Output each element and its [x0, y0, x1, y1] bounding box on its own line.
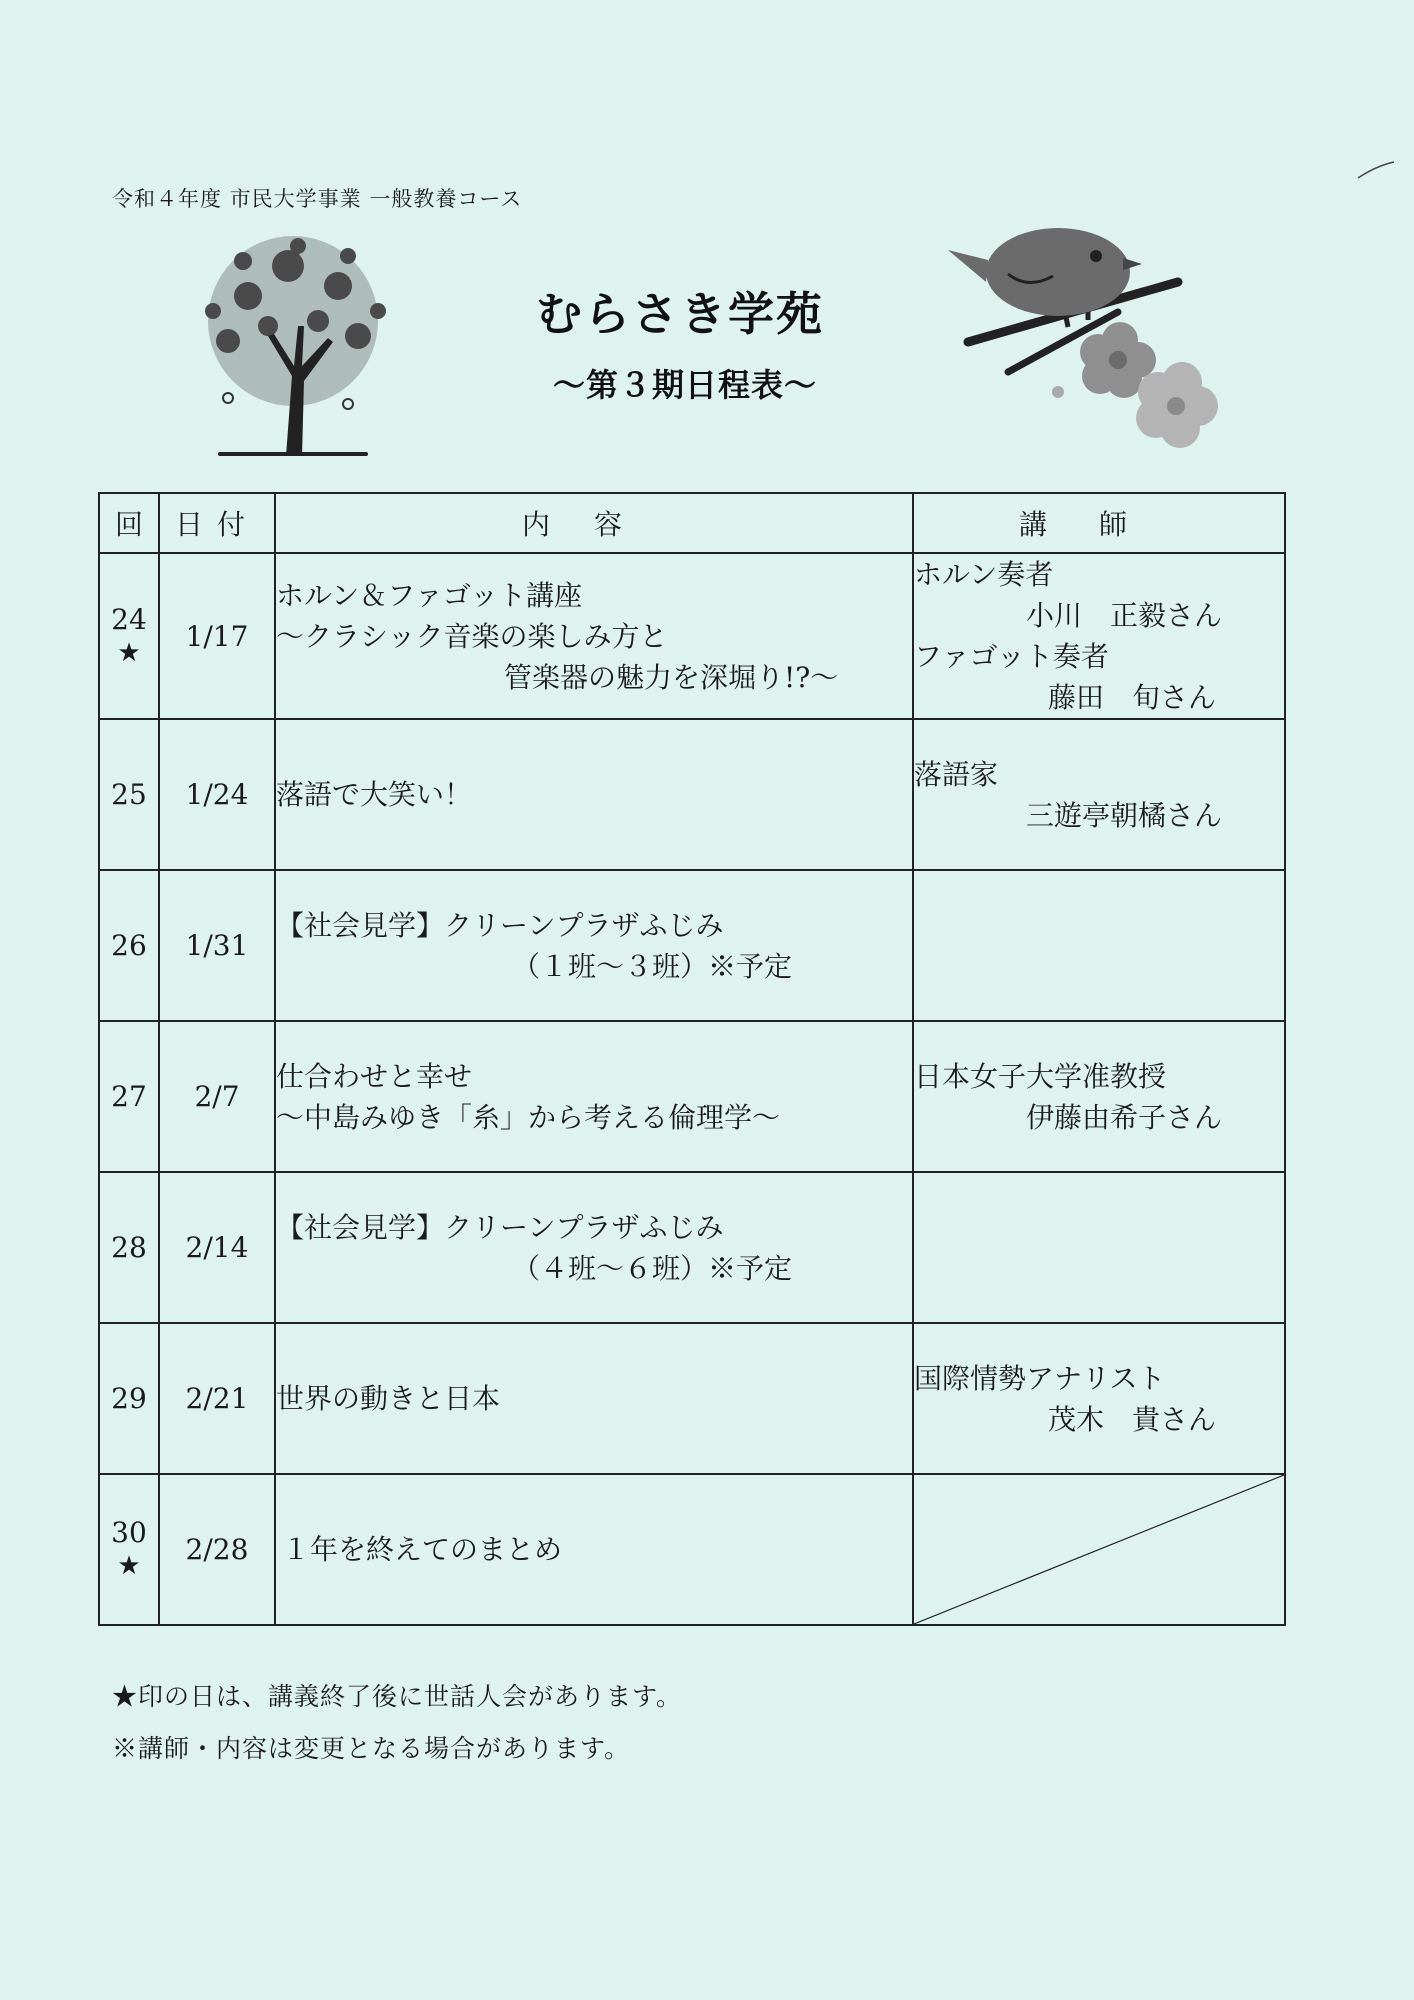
- session-content: ホルン＆ファゴット講座 ～クラシック音楽の楽しみ方と 管楽器の魅力を深堀り!?～: [275, 553, 913, 719]
- schedule-table: [98, 492, 1286, 1626]
- page-title: むらさき学苑: [536, 287, 824, 341]
- session-number: 24 ★: [99, 553, 159, 719]
- session-date: 2/7: [159, 1021, 275, 1172]
- header-lecturer: 講師: [913, 493, 1285, 553]
- session-lecturer: [913, 870, 1285, 1021]
- session-content: 世界の動きと日本: [275, 1323, 913, 1474]
- session-number: 30 ★: [99, 1474, 159, 1625]
- session-date: 2/28: [159, 1474, 275, 1625]
- note-change: ※講師・内容は変更となる場合があります。: [112, 1734, 631, 1763]
- note-star: ★印の日は、講義終了後に世話人会があります。: [112, 1682, 683, 1711]
- header-date: 日付: [159, 493, 275, 553]
- session-content: １年を終えてのまとめ: [275, 1474, 913, 1625]
- session-lecturer: 日本女子大学准教授 伊藤由希子さん: [913, 1021, 1285, 1172]
- session-date: 1/24: [159, 719, 275, 870]
- session-date: 2/21: [159, 1323, 275, 1474]
- star-mark: ★: [117, 1551, 141, 1581]
- session-content: 【社会見学】クリーンプラザふじみ （４班～６班）※予定: [275, 1172, 913, 1323]
- program-line: 令和４年度 市民大学事業 一般教養コース: [112, 187, 523, 211]
- star-mark: ★: [117, 637, 141, 668]
- scratch-mark: [1356, 160, 1396, 180]
- session-lecturer: ホルン奏者 小川 正毅さん ファゴット奏者 藤田 旬さん: [913, 553, 1285, 719]
- session-date: 1/31: [159, 870, 275, 1021]
- page-subtitle: ～第３期日程表～: [552, 366, 817, 404]
- session-number: 29: [99, 1323, 159, 1474]
- table-row: [99, 870, 1285, 1021]
- table-row: [99, 1021, 1285, 1172]
- header-no: 回: [99, 493, 159, 553]
- table-row: [99, 1172, 1285, 1323]
- session-number: 26: [99, 870, 159, 1021]
- session-number: 25: [99, 719, 159, 870]
- session-date: 2/14: [159, 1172, 275, 1323]
- session-number: 28: [99, 1172, 159, 1323]
- session-lecturer: 国際情勢アナリスト 茂木 貴さん: [913, 1323, 1285, 1474]
- table-header-row: [99, 493, 1285, 553]
- session-content: 【社会見学】クリーンプラザふじみ （１班～３班）※予定: [275, 870, 913, 1021]
- session-content: 仕合わせと幸せ ～中島みゆき「糸」から考える倫理学～: [275, 1021, 913, 1172]
- table-row: [99, 553, 1285, 719]
- session-content: 落語で大笑い！: [275, 719, 913, 870]
- session-lecturer-empty: [913, 1474, 1285, 1625]
- session-lecturer: [913, 1172, 1285, 1323]
- header-content: 内容: [275, 493, 913, 553]
- session-number: 27: [99, 1021, 159, 1172]
- session-date: 1/17: [159, 553, 275, 719]
- table-row: [99, 1474, 1285, 1625]
- bird-illustration: [948, 222, 1218, 452]
- table-row: [99, 719, 1285, 870]
- diagonal-strike-line: [914, 1475, 1284, 1624]
- table-row: [99, 1323, 1285, 1474]
- session-lecturer: 落語家 三遊亭朝橘さん: [913, 719, 1285, 870]
